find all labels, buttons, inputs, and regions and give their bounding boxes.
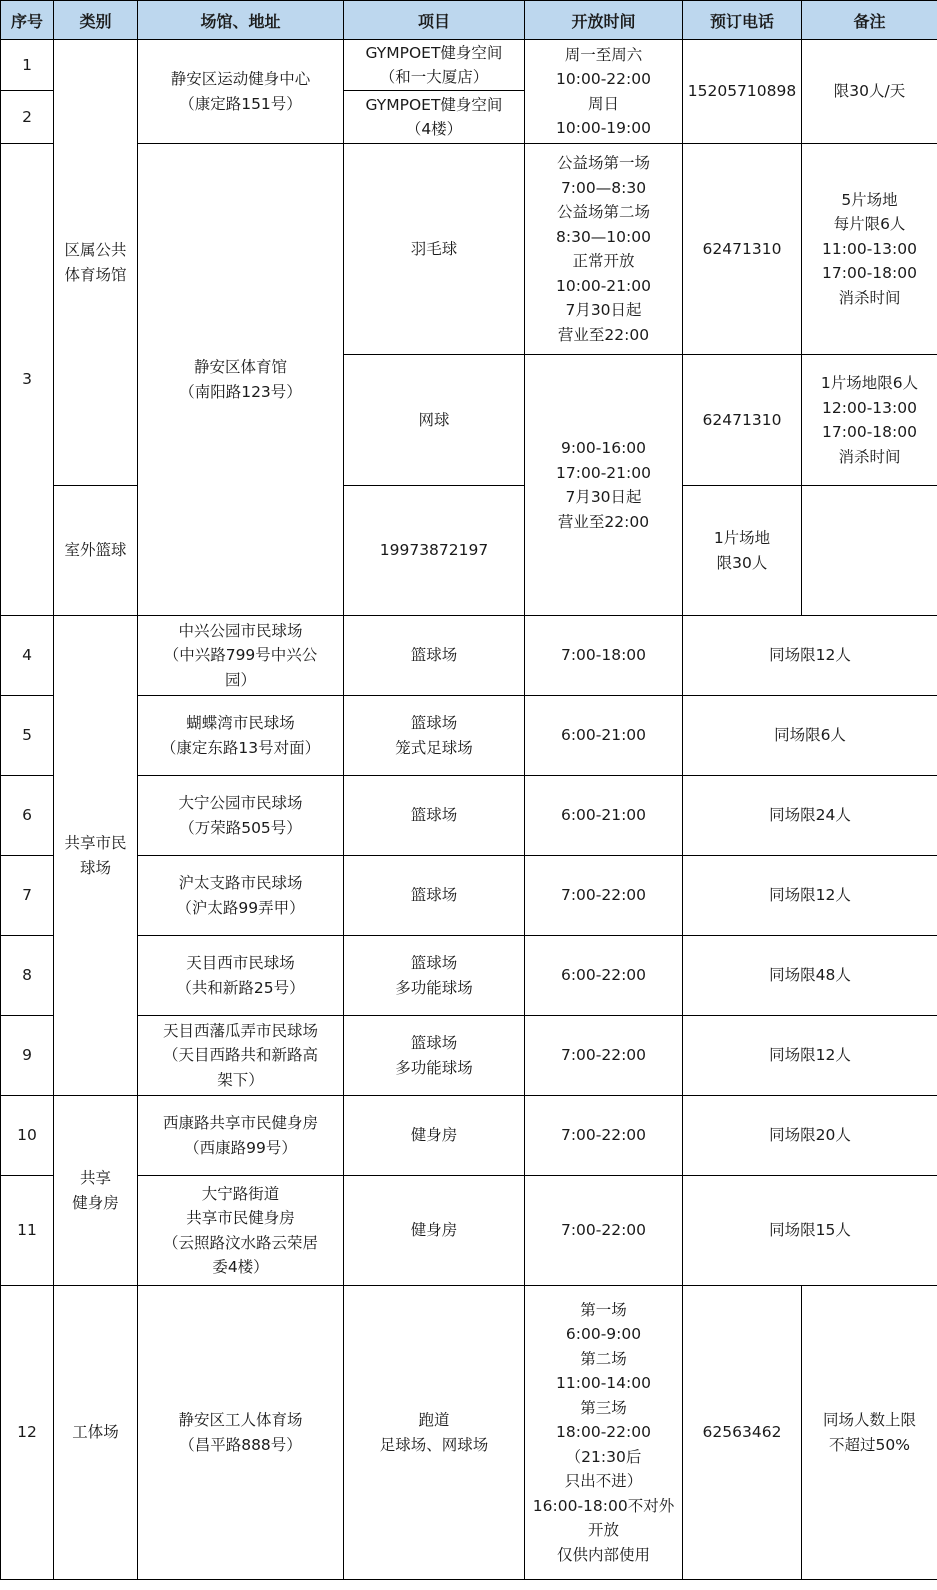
header-hours: 开放时间 (525, 1, 683, 40)
note-cell: 同场限48人 (683, 936, 937, 1016)
row-number: 9 (1, 1016, 54, 1096)
phone-cell: 15205710898 (683, 40, 802, 144)
note-cell: 同场限12人 (683, 856, 937, 936)
table-row (1, 1096, 937, 1176)
row-number: 2 (1, 91, 54, 144)
hours-cell: 第一场 6:00-9:00 第二场 11:00-14:00 第三场 18:00-22:00 （21:30后 只出不进） 16:00-18:00不对外 开放 仅供内部使用 (525, 1286, 683, 1580)
phone-cell: 62563462 (683, 1286, 802, 1580)
header-category: 类别 (54, 1, 138, 40)
phone-cell: 62471310 (683, 355, 802, 486)
item-cell: 篮球场 (344, 616, 525, 696)
venue-cell: 西康路共享市民健身房 （西康路99号） (138, 1096, 344, 1176)
item-cell: 篮球场 (344, 856, 525, 936)
table-row (1, 1176, 937, 1286)
item-cell: 篮球场 笼式足球场 (344, 696, 525, 776)
venue-cell: 静安区运动健身中心 （康定路151号） (138, 40, 344, 144)
header-venue: 场馆、地址 (138, 1, 344, 40)
table-row (1, 1286, 937, 1580)
header-note: 备注 (802, 1, 937, 40)
venue-cell: 天目西市民球场 （共和新路25号） (138, 936, 344, 1016)
item-cell: GYMPOET健身空间 （4楼） (344, 91, 525, 144)
header-no: 序号 (1, 1, 54, 40)
row-number: 5 (1, 696, 54, 776)
table-row (1, 616, 937, 696)
row-number: 8 (1, 936, 54, 1016)
note-cell: 同场限15人 (683, 1176, 937, 1286)
hours-cell: 7:00-22:00 (525, 1016, 683, 1096)
row-number: 3 (1, 144, 54, 616)
venue-cell: 静安区体育馆 （南阳路123号） (138, 144, 344, 616)
hours-cell: 7:00-22:00 (525, 856, 683, 936)
hours-cell: 公益场第一场 7:00—8:30 公益场第二场 8:30—10:00 正常开放 10:00-21:00 7月30日起 营业至22:00 (525, 144, 683, 355)
item-cell: 篮球场 多功能球场 (344, 1016, 525, 1096)
venue-cell: 静安区工人体育场 （昌平路888号） (138, 1286, 344, 1580)
item-cell: 网球 (344, 355, 525, 486)
category-cell: 共享 健身房 (54, 1096, 138, 1286)
row-number: 12 (1, 1286, 54, 1580)
venue-cell: 沪太支路市民球场 （沪太路99弄甲） (138, 856, 344, 936)
note-cell: 同场限6人 (683, 696, 937, 776)
category-cell: 共享市民 球场 (54, 616, 138, 1096)
item-cell: 室外篮球 (54, 486, 138, 616)
note-cell: 限30人/天 (802, 40, 937, 144)
table-row (1, 696, 937, 776)
row-number: 6 (1, 776, 54, 856)
phone-cell: 62471310 (683, 144, 802, 355)
category-cell: 工体场 (54, 1286, 138, 1580)
venue-cell: 蝴蝶湾市民球场 （康定东路13号对面） (138, 696, 344, 776)
header-item: 项目 (344, 1, 525, 40)
note-cell: 同场限20人 (683, 1096, 937, 1176)
table-row (1, 40, 937, 91)
hours-cell: 周一至周六 10:00-22:00 周日 10:00-19:00 (525, 40, 683, 144)
note-cell: 同场限24人 (683, 776, 937, 856)
item-cell: 篮球场 (344, 776, 525, 856)
item-cell: 篮球场 多功能球场 (344, 936, 525, 1016)
note-cell: 同场限12人 (683, 616, 937, 696)
item-cell: 健身房 (344, 1096, 525, 1176)
hours-cell: 6:00-21:00 (525, 776, 683, 856)
venue-cell: 大宁公园市民球场 （万荣路505号） (138, 776, 344, 856)
item-cell: GYMPOET健身空间 （和一大厦店） (344, 40, 525, 91)
note-cell: 同场人数上限 不超过50% (802, 1286, 937, 1580)
row-number: 4 (1, 616, 54, 696)
row-number: 1 (1, 40, 54, 91)
header-phone: 预订电话 (683, 1, 802, 40)
hours-cell: 7:00-22:00 (525, 1176, 683, 1286)
note-cell: 1片场地 限30人 (683, 486, 802, 616)
table-row (1, 776, 937, 856)
venue-cell: 天目西藩瓜弄市民球场 （天目西路共和新路高 架下） (138, 1016, 344, 1096)
note-cell: 5片场地 每片限6人 11:00-13:00 17:00-18:00 消杀时间 (802, 144, 937, 355)
row-number: 10 (1, 1096, 54, 1176)
item-cell: 健身房 (344, 1176, 525, 1286)
hours-cell: 6:00-22:00 (525, 936, 683, 1016)
row-number: 11 (1, 1176, 54, 1286)
header-row (1, 1, 937, 40)
venue-cell: 大宁路街道 共享市民健身房 （云照路汶水路云荣居 委4楼） (138, 1176, 344, 1286)
note-cell: 1片场地限6人 12:00-13:00 17:00-18:00 消杀时间 (802, 355, 937, 486)
category-cell: 区属公共 体育场馆 (54, 40, 138, 486)
hours-cell: 9:00-16:00 17:00-21:00 7月30日起 营业至22:00 (525, 355, 683, 616)
hours-cell: 7:00-18:00 (525, 616, 683, 696)
item-cell: 跑道 足球场、网球场 (344, 1286, 525, 1580)
table-row (1, 144, 937, 355)
item-cell: 羽毛球 (344, 144, 525, 355)
table-row (1, 936, 937, 1016)
row-number: 7 (1, 856, 54, 936)
venue-cell: 中兴公园市民球场 （中兴路799号中兴公 园） (138, 616, 344, 696)
hours-cell: 7:00-22:00 (525, 1096, 683, 1176)
table-row (1, 856, 937, 936)
table-row (1, 1016, 937, 1096)
hours-cell: 6:00-21:00 (525, 696, 683, 776)
note-cell: 同场限12人 (683, 1016, 937, 1096)
phone-cell: 19973872197 (344, 486, 525, 616)
